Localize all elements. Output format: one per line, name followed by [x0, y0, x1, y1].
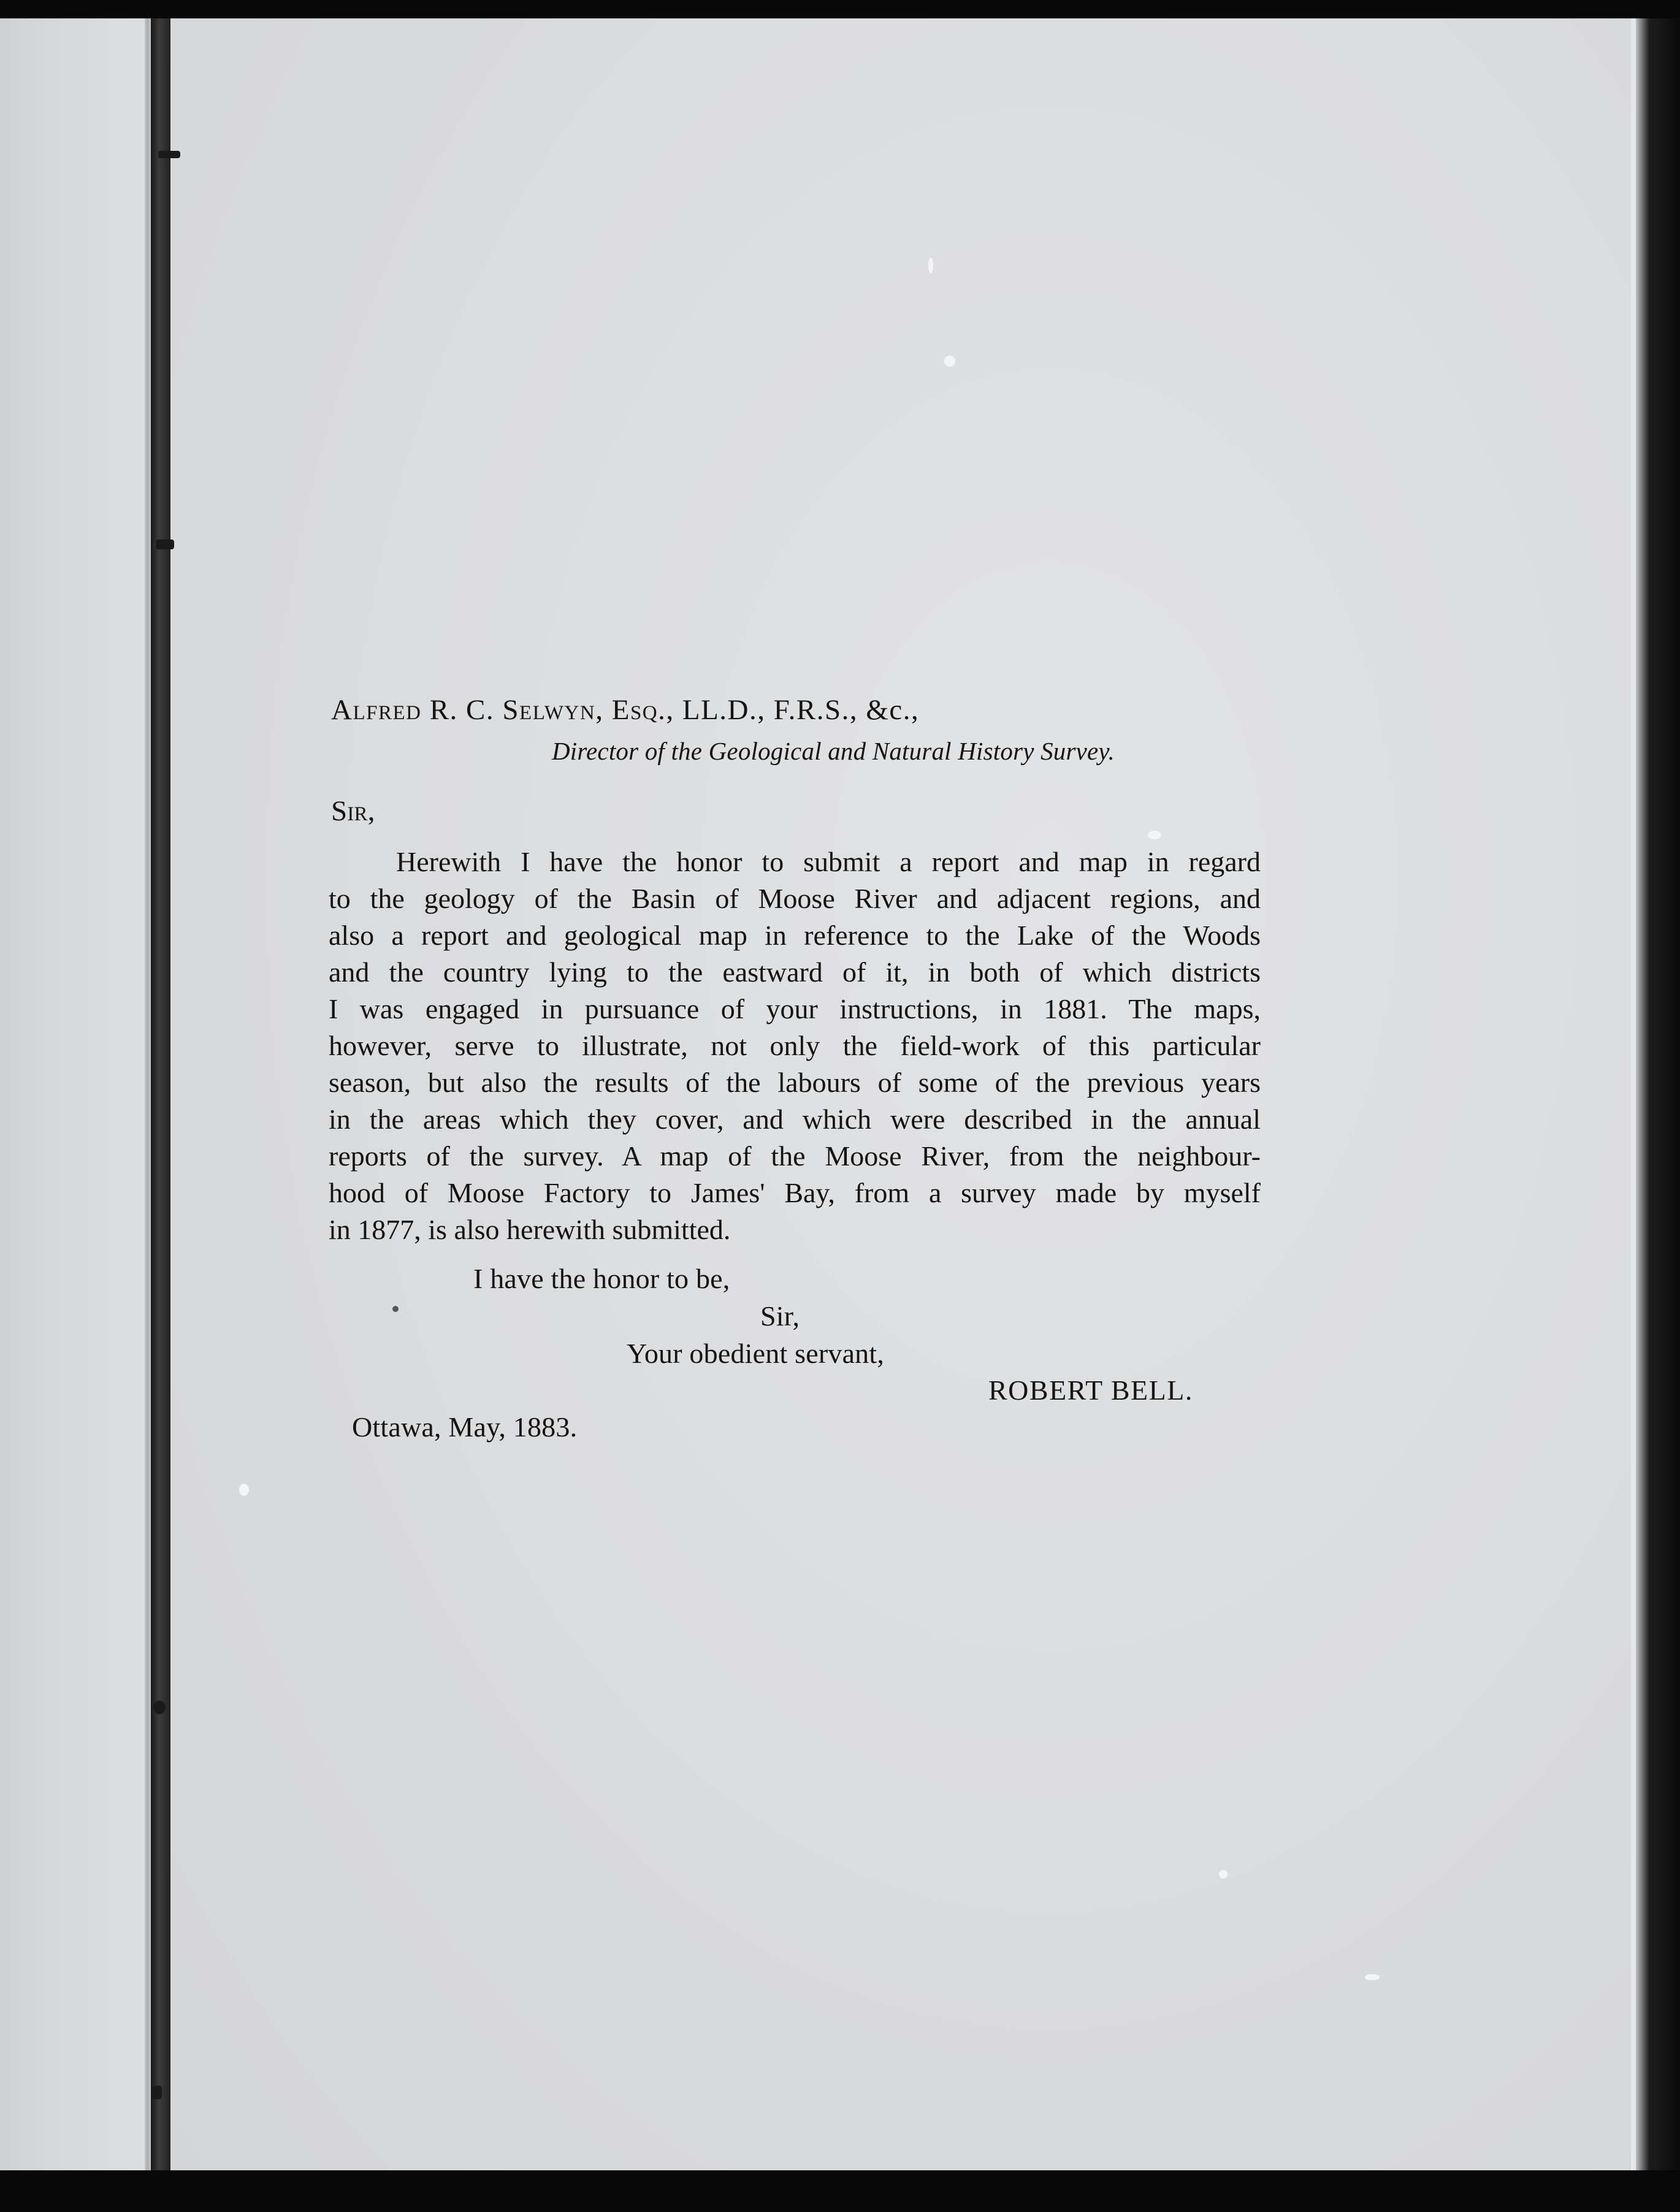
salutation: Sir,	[331, 795, 375, 827]
body-line: I was engaged in pursuance of your instructions, in 1881. The maps,	[329, 993, 1261, 1024]
closing-sir: Sir,	[760, 1300, 800, 1332]
body-line: to the geology of the Basin of Moose River and adjacent regions, and	[329, 883, 1261, 914]
body-line: Herewith I have the honor to submit a report and map in regard	[396, 846, 1261, 877]
scan-frame-top	[0, 0, 1680, 18]
facing-page-fold	[145, 18, 151, 2170]
body-line: in 1877, is also herewith submitted.	[329, 1214, 731, 1245]
binding-mark	[153, 1701, 166, 1714]
addressee	[331, 696, 919, 725]
dust-speck	[928, 257, 933, 273]
addressee-esquire: , Esq.	[595, 694, 666, 726]
body-line: hood of Moose Factory to James' Bay, from a survey made by myself	[329, 1177, 1261, 1208]
body-line: season, but also the results of the labours of some of the previous years	[329, 1067, 1261, 1098]
binding-mark	[158, 151, 180, 158]
facing-page-edge	[0, 18, 153, 2170]
closing-line: I have the honor to be,	[473, 1263, 730, 1294]
book-gutter	[151, 18, 172, 2170]
dust-speck	[944, 356, 955, 367]
binding-mark	[156, 540, 174, 549]
addressee-degrees: , LL.D., F.R.S., &c.,	[666, 694, 920, 726]
binding-mark	[152, 2086, 162, 2099]
dust-speck	[1148, 831, 1161, 839]
dust-speck	[392, 1306, 399, 1312]
dust-speck	[1365, 1974, 1380, 1980]
addressee-initials: R. C.	[421, 694, 503, 726]
body-line: also a report and geological map in reference to the Lake of the Woods	[329, 920, 1261, 951]
body-line: reports of the survey. A map of the Moose River, from the neighbour-	[329, 1140, 1261, 1172]
signature: ROBERT BELL.	[988, 1375, 1193, 1406]
addressee-surname: Selwyn	[502, 694, 596, 726]
letter-body	[329, 844, 1261, 1248]
scan-frame-right	[1636, 18, 1680, 2170]
scan-frame-bottom	[0, 2170, 1680, 2212]
body-line: in the areas which they cover, and which were described in the annual	[329, 1104, 1261, 1135]
body-line: however, serve to illustrate, not only the field-work of this particular	[329, 1030, 1261, 1061]
body-line: and the country lying to the eastward of it, in both of which districts	[329, 956, 1261, 988]
addressee-first-name: Alfred	[331, 694, 422, 726]
closing-servant: Your obedient servant,	[627, 1338, 885, 1369]
addressee-title: Director of the Geological and Natural History Survey.	[552, 737, 1115, 765]
dust-speck	[239, 1484, 249, 1496]
dust-speck	[1219, 1870, 1228, 1878]
place-and-date: Ottawa, May, 1883.	[352, 1411, 578, 1443]
